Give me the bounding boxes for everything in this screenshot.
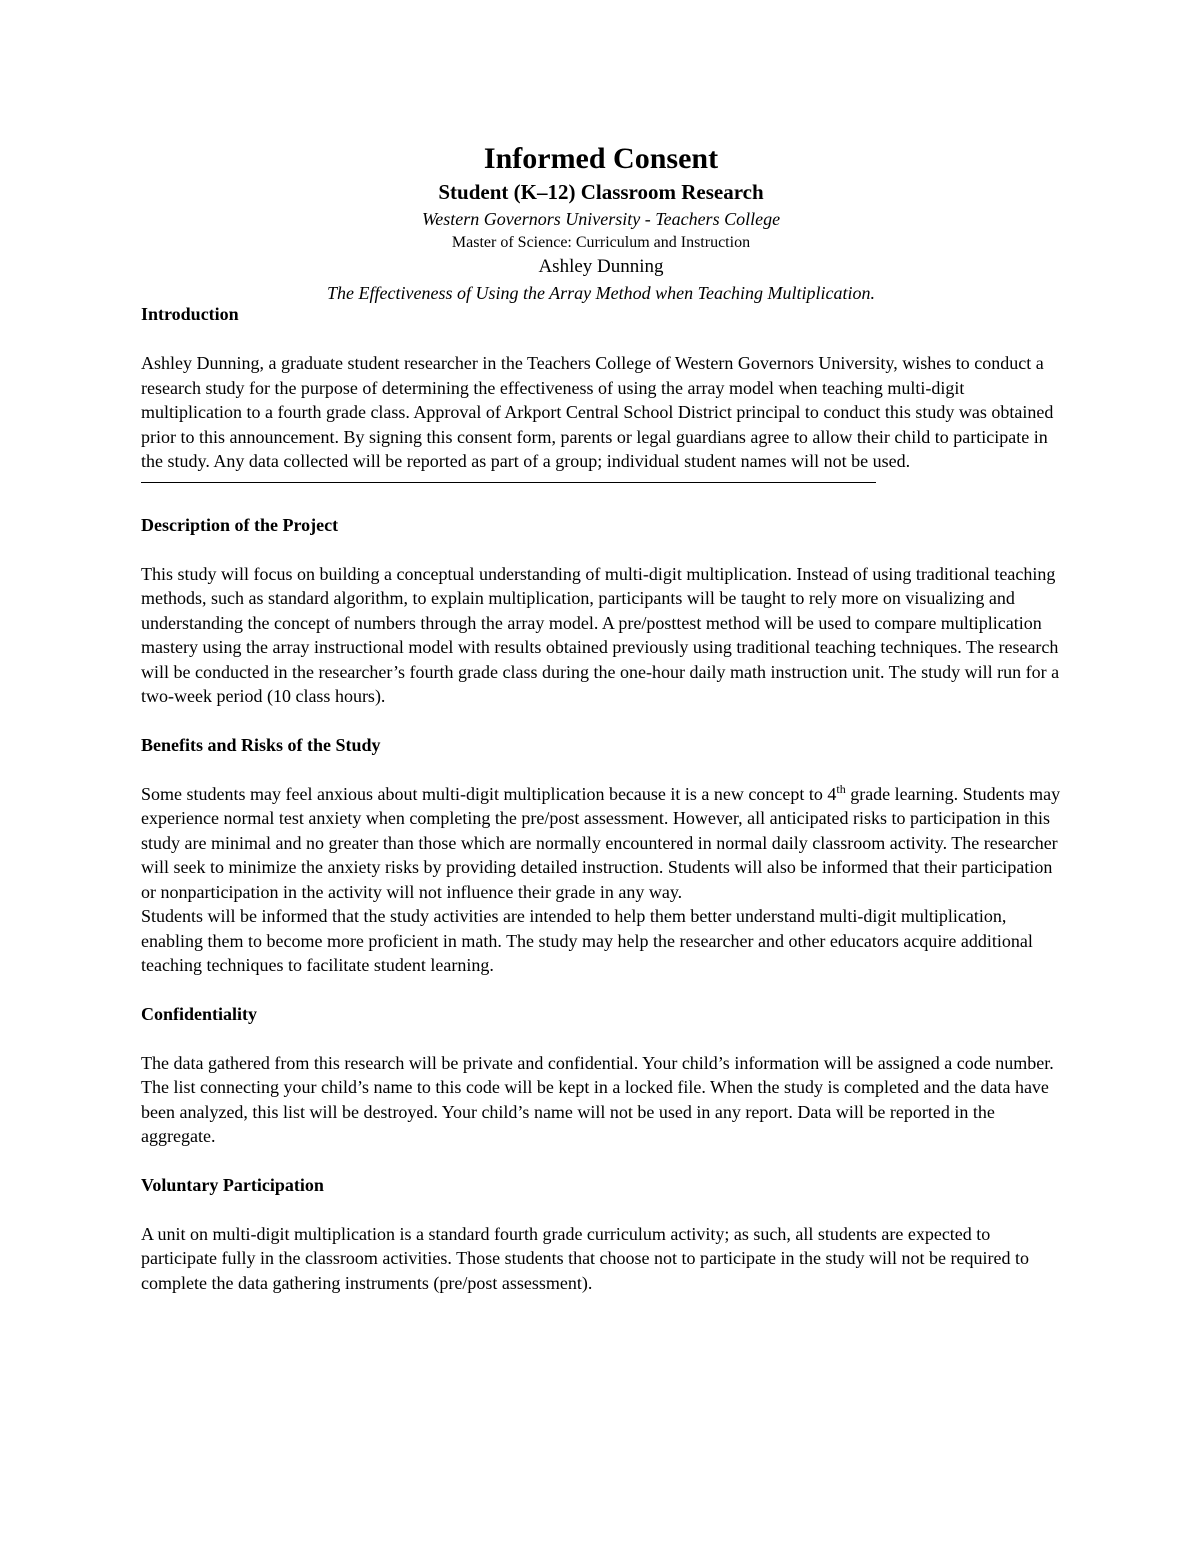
voluntary-text: A unit on multi-digit multiplication is a standard fourth grade curriculum activity; as such, all students are expected to participate fully in the classroom activities. Those students that choose not to participate in the study will not be required to complete the data gathering instruments (pre/post assessment).	[141, 1223, 1029, 1293]
benefits-text-start: Some students may feel anxious about multi-digit multiplication because it is a new concept to 4	[141, 783, 837, 804]
benefits-text-end: grade learning. Students may experience normal test anxiety when completing the pre/post assessment. However, all anticipated risks to participation in this study are minimal and no greater than those which are normally encountered in normal daily classroom activity. The researcher will seek to minimize the anxiety risks by providing detailed instruction. Students will also be informed that their participation or nonparticipation in the activity will not influence their grade in any way.	[141, 783, 1061, 902]
benefits-text-2: Students will be informed that the study activities are intended to help them better understand multi-digit multiplication, enabling them to become more proficient in math. The study may help the researcher and other educators acquire additional teaching techniques to facilitate student learning.	[141, 906, 1033, 975]
introduction-heading: Introduction	[141, 304, 239, 324]
document-title: Informed Consent	[483, 142, 719, 175]
degree-program: Master of Science: Curriculum and Instruction	[451, 234, 751, 251]
description-heading: Description of the Project	[141, 514, 339, 535]
author-name: Ashley Dunning	[538, 256, 664, 277]
confidentiality-text: The data gathered from this research will be private and confidential. Your child’s information will be assigned a code number. The list connecting your child’s name to this code will be kept in a locked file. When the study is completed and the data have been analyzed, this list will be destroyed. Your child’s name will not be used in any report. Data will be reported in the aggregate.	[141, 1052, 1054, 1146]
voluntary-heading: Voluntary Participation	[141, 1174, 324, 1195]
document-body	[141, 302, 1061, 1295]
confidentiality-heading: Confidentiality	[141, 1003, 258, 1024]
benefits-text	[141, 782, 1061, 905]
document-header	[141, 140, 1061, 306]
ordinal-suffix: th	[836, 781, 846, 796]
benefits-heading: Benefits and Risks of the Study	[141, 734, 381, 755]
introduction-text: Ashley Dunning, a graduate student researcher in the Teachers College of Western Governors University, wishes to conduct a research study for the purpose of determining the effectiveness of using the array model when teaching multi-digit multiplication to a fourth grade class. Approval of Arkport Central School District principal to conduct this study was obtained prior to this announcement. By signing this consent form, parents or legal guardians agree to allow their child to participate in the study. Any data collected will be reported as part of a group; individual student names will not be used.	[141, 353, 1054, 471]
institution-name: Western Governors University - Teachers College	[421, 209, 781, 229]
description-text: This study will focus on building a conceptual understanding of multi-digit multiplication. Instead of using traditional teaching methods, such as standard algorithm, to explain multiplication, participants will be taught to rely more on visualizing and understanding the concept of numbers through the array model. A pre/posttest method will be used to compare multiplication mastery using the array instructional model with results obtained previously using traditional teaching techniques. The research will be conducted in the researcher’s fourth grade class during the one-hour daily math instruction unit. The study will run for a two-week period (10 class hours).	[141, 563, 1060, 706]
document-subtitle: Student (K–12) Classroom Research	[438, 180, 764, 204]
study-title: The Effectiveness of Using the Array Method when Teaching Multiplication.	[327, 283, 875, 303]
